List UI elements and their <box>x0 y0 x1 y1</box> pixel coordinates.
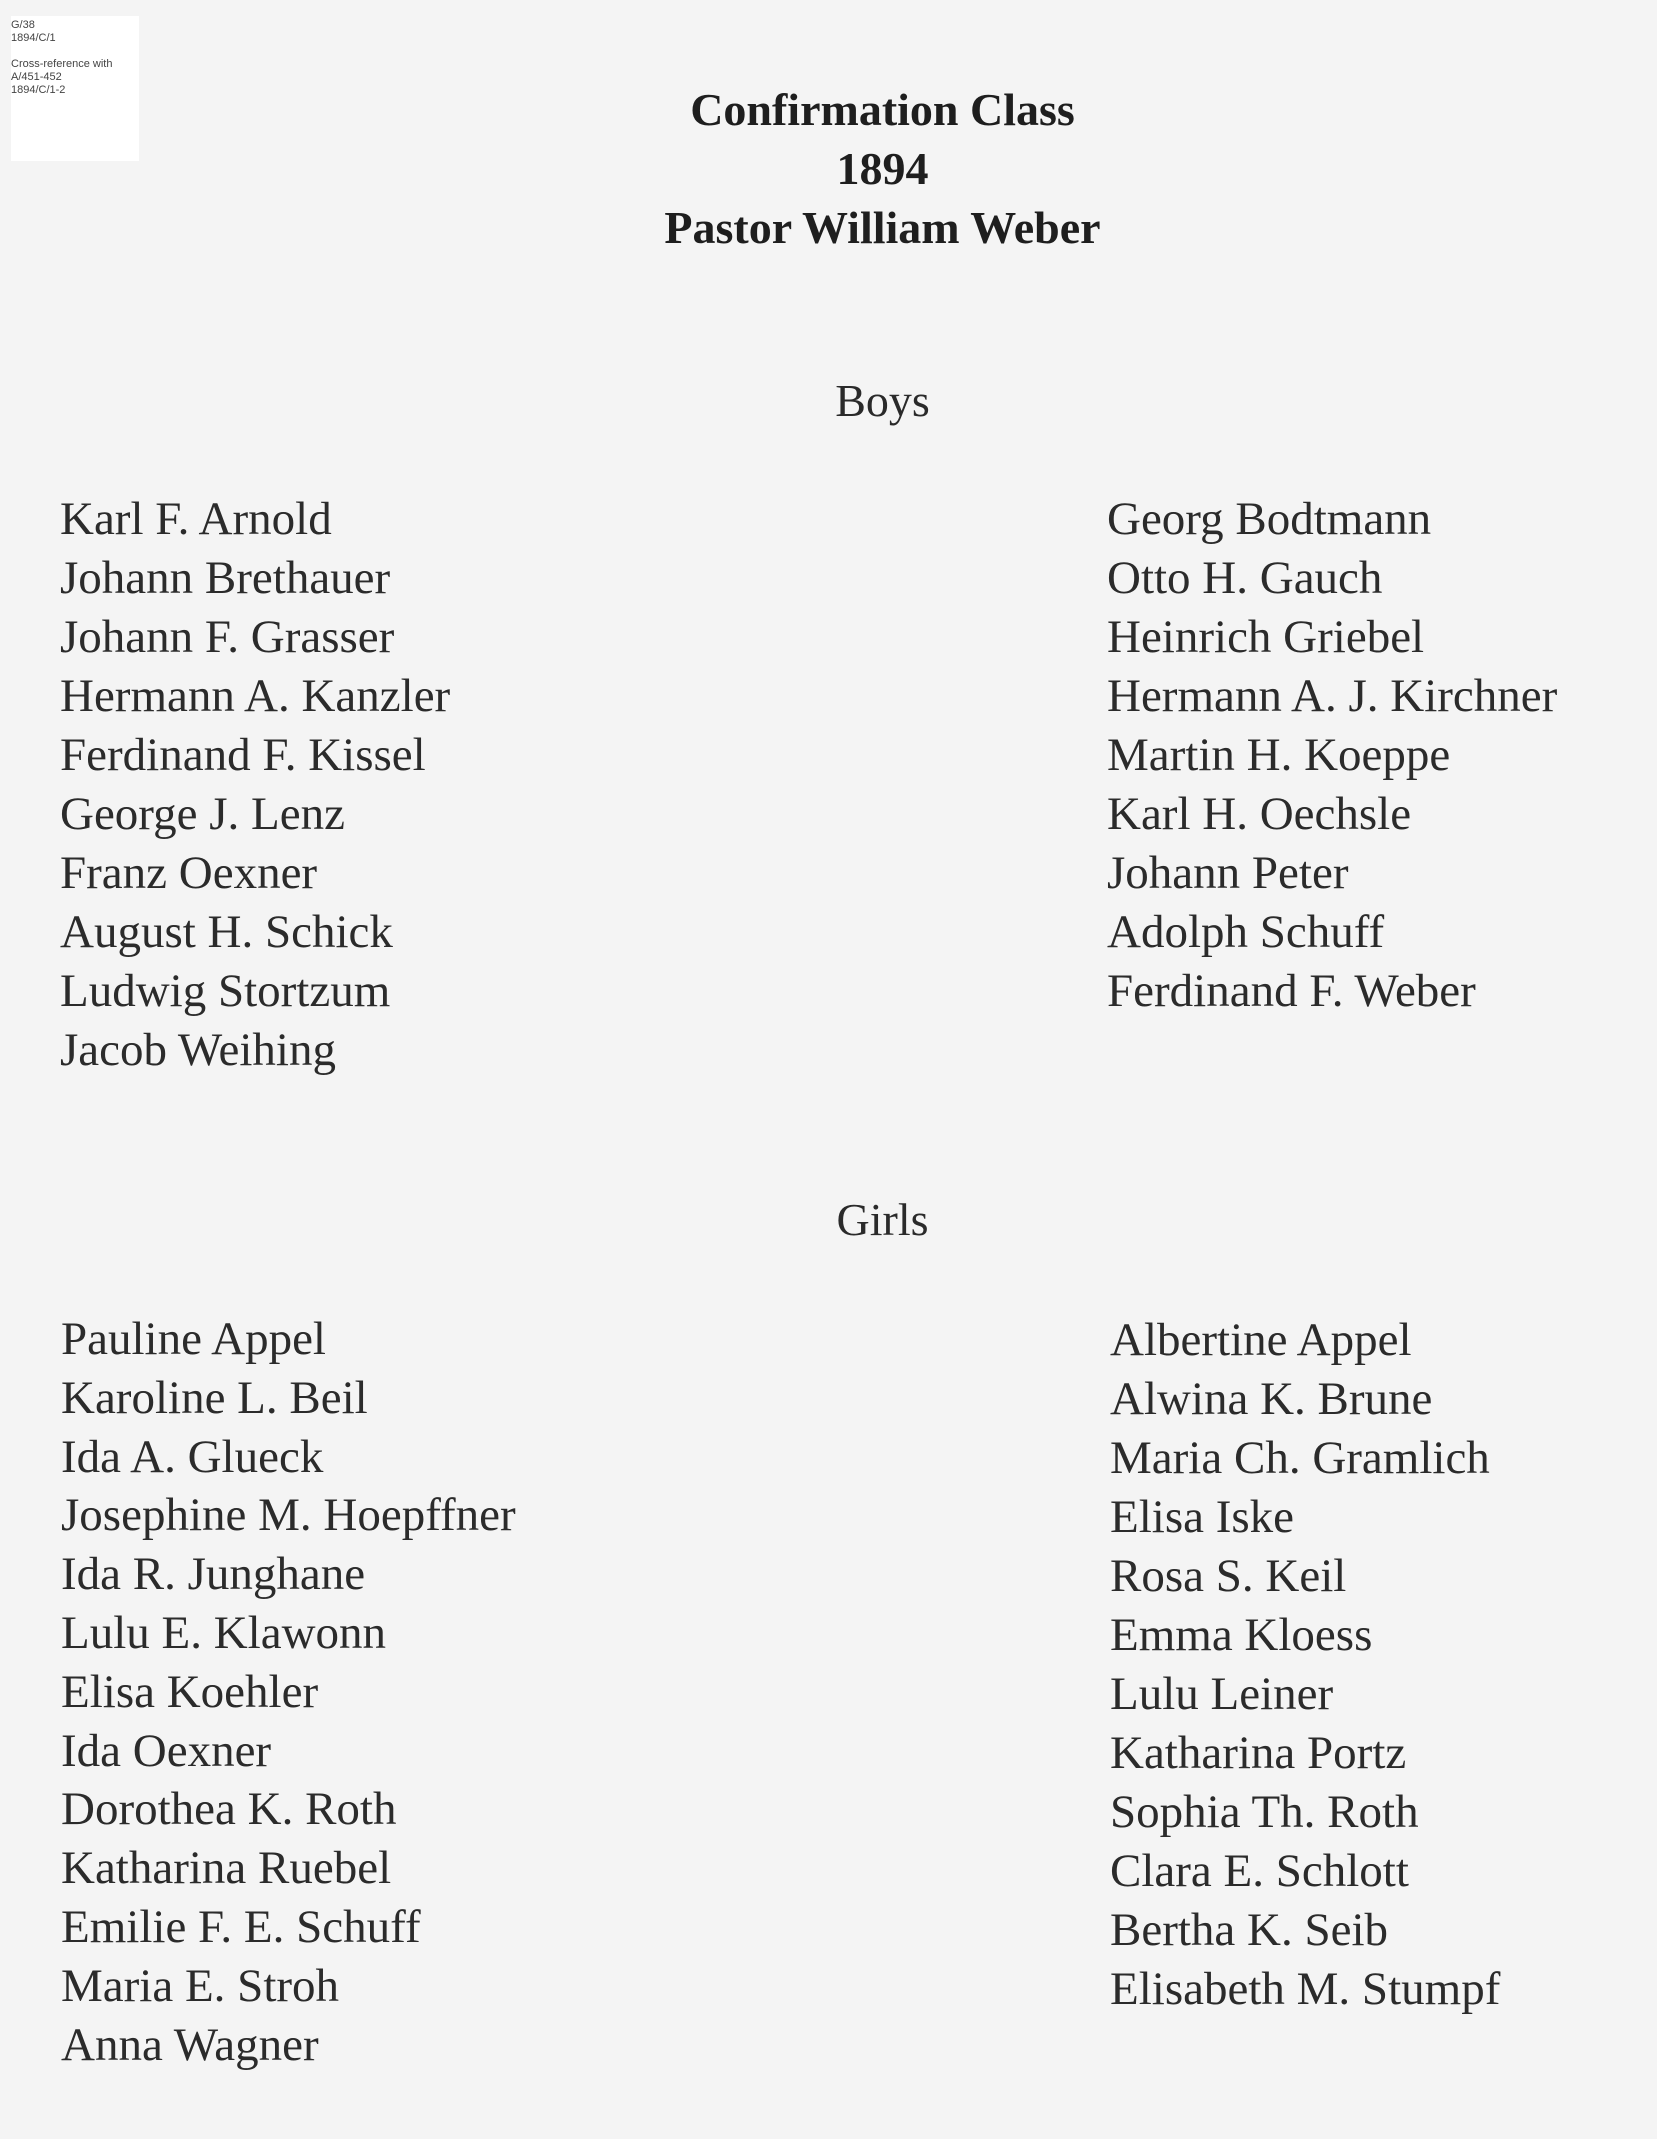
boys-heading: Boys <box>835 375 930 426</box>
name-entry: Alwina K. Brune <box>1110 1373 1433 1425</box>
name-entry: Katharina Ruebel <box>61 1842 392 1895</box>
document-title: Confirmation Class <box>690 84 1075 135</box>
name-entry: Sophia Th. Roth <box>1110 1786 1419 1838</box>
name-entry: Albertine Appel <box>1110 1314 1412 1366</box>
reference-line: 1894/C/1-2 <box>11 84 66 96</box>
document-year: 1894 <box>836 143 929 194</box>
document-title-block <box>0 80 1657 257</box>
name-entry: George J. Lenz <box>60 788 345 840</box>
boys-right-column <box>1107 490 1557 1021</box>
name-entry: Johann F. Grasser <box>60 611 395 663</box>
name-entry: Ferdinand F. Kissel <box>60 729 426 781</box>
name-entry: Emma Kloess <box>1110 1609 1373 1661</box>
name-entry: Heinrich Griebel <box>1107 611 1425 663</box>
name-entry: Karl H. Oechsle <box>1107 788 1412 840</box>
name-entry: Otto H. Gauch <box>1107 552 1383 604</box>
reference-line: 1894/C/1 <box>11 32 56 44</box>
name-entry: Dorothea K. Roth <box>61 1783 397 1836</box>
pastor-name: Pastor William Weber <box>664 202 1101 253</box>
name-entry: Ludwig Stortzum <box>60 965 391 1017</box>
name-entry: Hermann A. J. Kirchner <box>1107 670 1558 722</box>
name-entry: Johann Brethauer <box>60 552 391 604</box>
name-entry: Johann Peter <box>1107 847 1349 899</box>
boys-left-column <box>60 490 450 1080</box>
name-entry: Jacob Weihing <box>60 1024 336 1076</box>
girls-heading: Girls <box>836 1194 929 1245</box>
name-entry: Emilie F. E. Schuff <box>61 1900 421 1953</box>
name-entry: Elisabeth M. Stumpf <box>1110 1963 1501 2015</box>
reference-spacer <box>11 45 139 58</box>
name-entry: Ida R. Junghane <box>61 1548 366 1601</box>
name-entry: Rosa S. Keil <box>1110 1550 1347 1602</box>
name-entry: Elisa Koehler <box>61 1665 319 1718</box>
name-entry: Karl F. Arnold <box>60 493 332 545</box>
name-entry: Ida Oexner <box>61 1724 272 1777</box>
name-entry: Georg Bodtmann <box>1107 493 1432 545</box>
name-entry: Maria Ch. Gramlich <box>1110 1432 1490 1484</box>
name-entry: August H. Schick <box>60 906 393 958</box>
name-entry: Bertha K. Seib <box>1110 1904 1389 1956</box>
reference-line: A/451-452 <box>11 71 62 83</box>
name-entry: Pauline Appel <box>61 1313 326 1365</box>
name-entry: Ida A. Glueck <box>61 1430 324 1483</box>
name-entry: Ferdinand F. Weber <box>1107 965 1476 1017</box>
girls-left-column <box>61 1310 516 2074</box>
name-entry: Anna Wagner <box>61 2018 319 2071</box>
name-entry: Josephine M. Hoepffner <box>61 1489 516 1542</box>
name-entry: Lulu Leiner <box>1110 1668 1334 1720</box>
name-entry: Lulu E. Klawonn <box>61 1606 387 1659</box>
name-entry: Hermann A. Kanzler <box>60 670 451 722</box>
name-entry: Elisa Iske <box>1110 1491 1295 1543</box>
name-entry: Franz Oexner <box>60 847 318 899</box>
name-entry: Katharina Portz <box>1110 1727 1407 1779</box>
name-entry: Clara E. Schlott <box>1110 1845 1409 1897</box>
name-entry: Martin H. Koeppe <box>1107 729 1451 781</box>
reference-line: Cross-reference with <box>11 58 113 70</box>
name-entry: Adolph Schuff <box>1107 906 1385 958</box>
name-entry: Maria E. Stroh <box>61 1959 340 2012</box>
girls-right-column <box>1110 1311 1500 2019</box>
name-entry: Karoline L. Beil <box>61 1371 368 1424</box>
reference-line: G/38 <box>11 19 35 31</box>
